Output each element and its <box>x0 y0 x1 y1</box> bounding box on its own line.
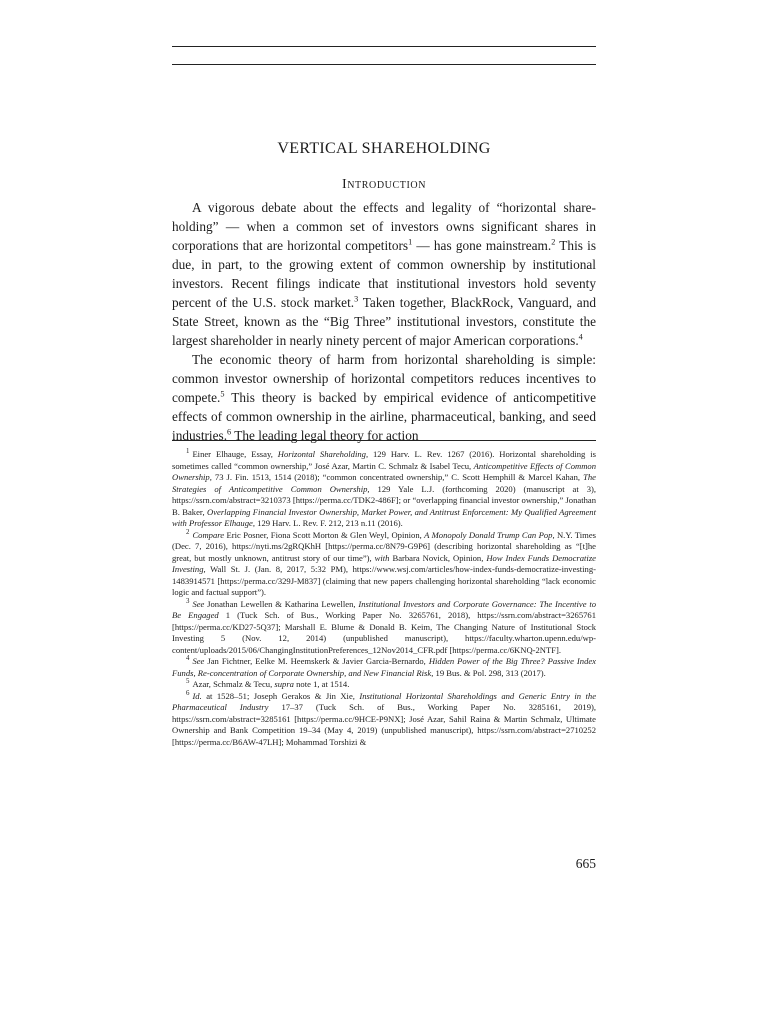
footnote-ref: 5 <box>220 389 225 399</box>
italic-text: Overlapping Financial Investor Ownership, Market Power, and Antitrust Enforcement: My Qualified Agreement with Professor Elhauge <box>172 506 596 528</box>
footnote <box>172 530 596 599</box>
footnote-divider <box>172 440 596 441</box>
text-run: Taken together, BlackRock, Vanguard, and State Street, known as the “Big Three” institutional investors, constitute the largest shareholder in nearly ninety percent of major American corporations. <box>172 295 596 348</box>
italic-text: Id. <box>192 690 202 701</box>
footnote-ref: 6 <box>227 427 232 437</box>
italic-text: A Monopoly Donald Trump Can Pop <box>424 529 553 540</box>
footnote-number: 3 <box>186 597 190 605</box>
text-run: 17–37 (Tuck Sch. of Bus., Working Paper No. 3285161, 2019), https://ssrn.com/abstract=3285161 [https://perma.cc/9HCE-P9NX]; José Azar, Sahil Raina & Martin Schmalz, Ultimate Ownership and Bank Competition 19–34 (May 4, 2019) (unpublished manuscript), https://ssrn.com/abstract=2710252 [https://perma.cc/B6AW-47LH]; Mohammad Torshizi & <box>172 702 596 747</box>
text-run: A vigorous debate about the effects and legality of “horizontal share-holding” — when a common set of investors owns significant shares in corporations that are horizontal competitors <box>172 200 596 253</box>
page-number: 665 <box>575 856 596 871</box>
footnote-number: 4 <box>186 655 190 663</box>
text-run: Jan Fichtner, Eelke M. Heemskerk & Javier Garcia-Bernardo, <box>204 656 429 666</box>
footnote-ref: 3 <box>354 294 359 304</box>
text-run: , Wall St. J. (Jan. 8, 2017, 5:32 PM), https://www.wsj.com/articles/how-index-funds-democratize-investing-1483914571 [https://perma.cc/329J-M837] (claiming that new papers challenging horizontal shareholding “lack economic logic and factual support”). <box>172 564 596 597</box>
italic-text: The Strategies of Anticompetitive Common Ownership <box>172 472 596 494</box>
italic-text: Horizontal Shareholding <box>277 449 366 459</box>
text-run: This theory is backed by empirical evidence of anticompetitive effects of common ownership in the airline, pharmaceutical, banking, and seed industries. <box>172 390 596 443</box>
italic-text: Institutional Horizontal Shareholdings and Generic Entry in the Pharmaceutical Industry <box>172 690 597 712</box>
italic-text: Institutional Investors and Corporate Governance: The Incentive to Be Engaged <box>172 598 597 620</box>
text-run: This is due, in part, to the growing extent of common ownership by institutional investors. Recent filings indicate that institutional investors hold seventy percent of the U.S. stock market. <box>172 238 596 310</box>
section-heading: Introduction <box>341 177 427 192</box>
text-run: Azar, Schmalz & Tecu, <box>192 679 275 689</box>
paragraph <box>172 198 596 350</box>
text-run: — has gone mainstream. <box>412 238 552 253</box>
body-text <box>172 198 596 445</box>
footnote <box>172 691 596 749</box>
text-run: Jonathan Lewellen & Katharina Lewellen, <box>204 598 359 609</box>
footnote <box>172 656 596 679</box>
footnote-number: 2 <box>186 528 190 536</box>
paragraph <box>172 350 596 445</box>
italic-text: See <box>192 598 205 609</box>
footnote-ref: 4 <box>578 332 583 342</box>
italic-text: with <box>374 552 390 563</box>
footnote-number: 6 <box>186 689 190 697</box>
italic-text: Hidden Power of the Big Three? Passive Index Funds, Re-concentration of Corporate Ownership, and New Financial Risk <box>172 656 596 678</box>
text-run: , 129 Yale L.J. (forthcoming 2020) (manuscript at 3), https://ssrn.com/abstract=3210373 [https://perma.cc/TDK2-486F]; or “overlapping financial investor ownership,” Jonathan B. Baker, <box>172 483 596 517</box>
text-run: The leading legal theory for action <box>231 428 419 443</box>
text-run: 1 (Tuck Sch. of Bus., Working Paper No. 3265761, 2018), https://ssrn.com/abstract=3265761 [https://perma.cc/KD27-5Q37]; Marshall E. Blume & Donald B. Keim, The Changing Nature of Institutional Stock Investing 5 (Nov. 12, 2014) (unpublished manuscript), https://faculty.wharton.upenn.edu/wp-content/uploads/2015/06/ChangingInstitutionPreferences_12Nov2014_CFR.pdf [https://perma.cc/6KNQ-2NTF]. <box>172 610 597 655</box>
article-title: VERTICAL SHAREHOLDING <box>277 140 491 157</box>
italic-text: Compare <box>192 529 225 540</box>
text-run: Einer Elhauge, Essay, <box>192 449 278 459</box>
italic-text: See <box>192 656 205 666</box>
text-run: The economic theory of harm from horizontal shareholding is simple: common investor ownership of horizontal competitors reduces incentives to compete. <box>172 352 596 405</box>
text-run: , N.Y. Times (Dec. 7, 2016), https://nyti.ms/2gRQKhH [https://perma.cc/8N79-G9P6] (describing horizontal shareholding as “[t]he great, but mostly unknown, antitrust story of our time”), <box>172 529 596 563</box>
header-rule-bottom <box>172 64 596 65</box>
text-run: , 129 Harv. L. Rev. 1267 (2016). Horizontal shareholding is sometimes called “common ownership,” José Azar, Martin C. Schmalz & Isabel Tecu, <box>172 449 596 471</box>
text-run: note 1, at 1514. <box>293 679 350 689</box>
text-run: , 19 Bus. & Pol. 298, 313 (2017). <box>431 667 546 678</box>
footnote-number: 1 <box>186 448 190 456</box>
footnote-ref: 2 <box>551 237 556 247</box>
text-run: at 1528–51; Joseph Gerakos & Jin Xie, <box>201 690 360 701</box>
footnote-ref: 1 <box>408 237 413 247</box>
text-run: Barbara Novick, Opinion, <box>389 552 487 563</box>
footnote <box>172 679 596 691</box>
footnote <box>172 599 596 657</box>
italic-text: supra <box>274 679 294 689</box>
header-rule-top <box>172 46 596 47</box>
text-run: Eric Posner, Fiona Scott Morton & Glen Weyl, Opinion, <box>224 529 425 540</box>
italic-text: How Index Funds Democratize Investing <box>172 552 596 574</box>
footnotes <box>172 449 596 748</box>
italic-text: Anticompetitive Effects of Common Ownership <box>172 460 597 482</box>
text-run: , 73 J. Fin. 1513, 1514 (2018); “common concentrated ownership,” C. Scott Hemphill & Marcel Kahan, <box>209 472 584 482</box>
footnote-number: 5 <box>186 678 190 686</box>
text-run: , 129 Harv. L. Rev. F. 212, 213 n.11 (2016). <box>252 518 403 528</box>
footnote <box>172 449 596 530</box>
